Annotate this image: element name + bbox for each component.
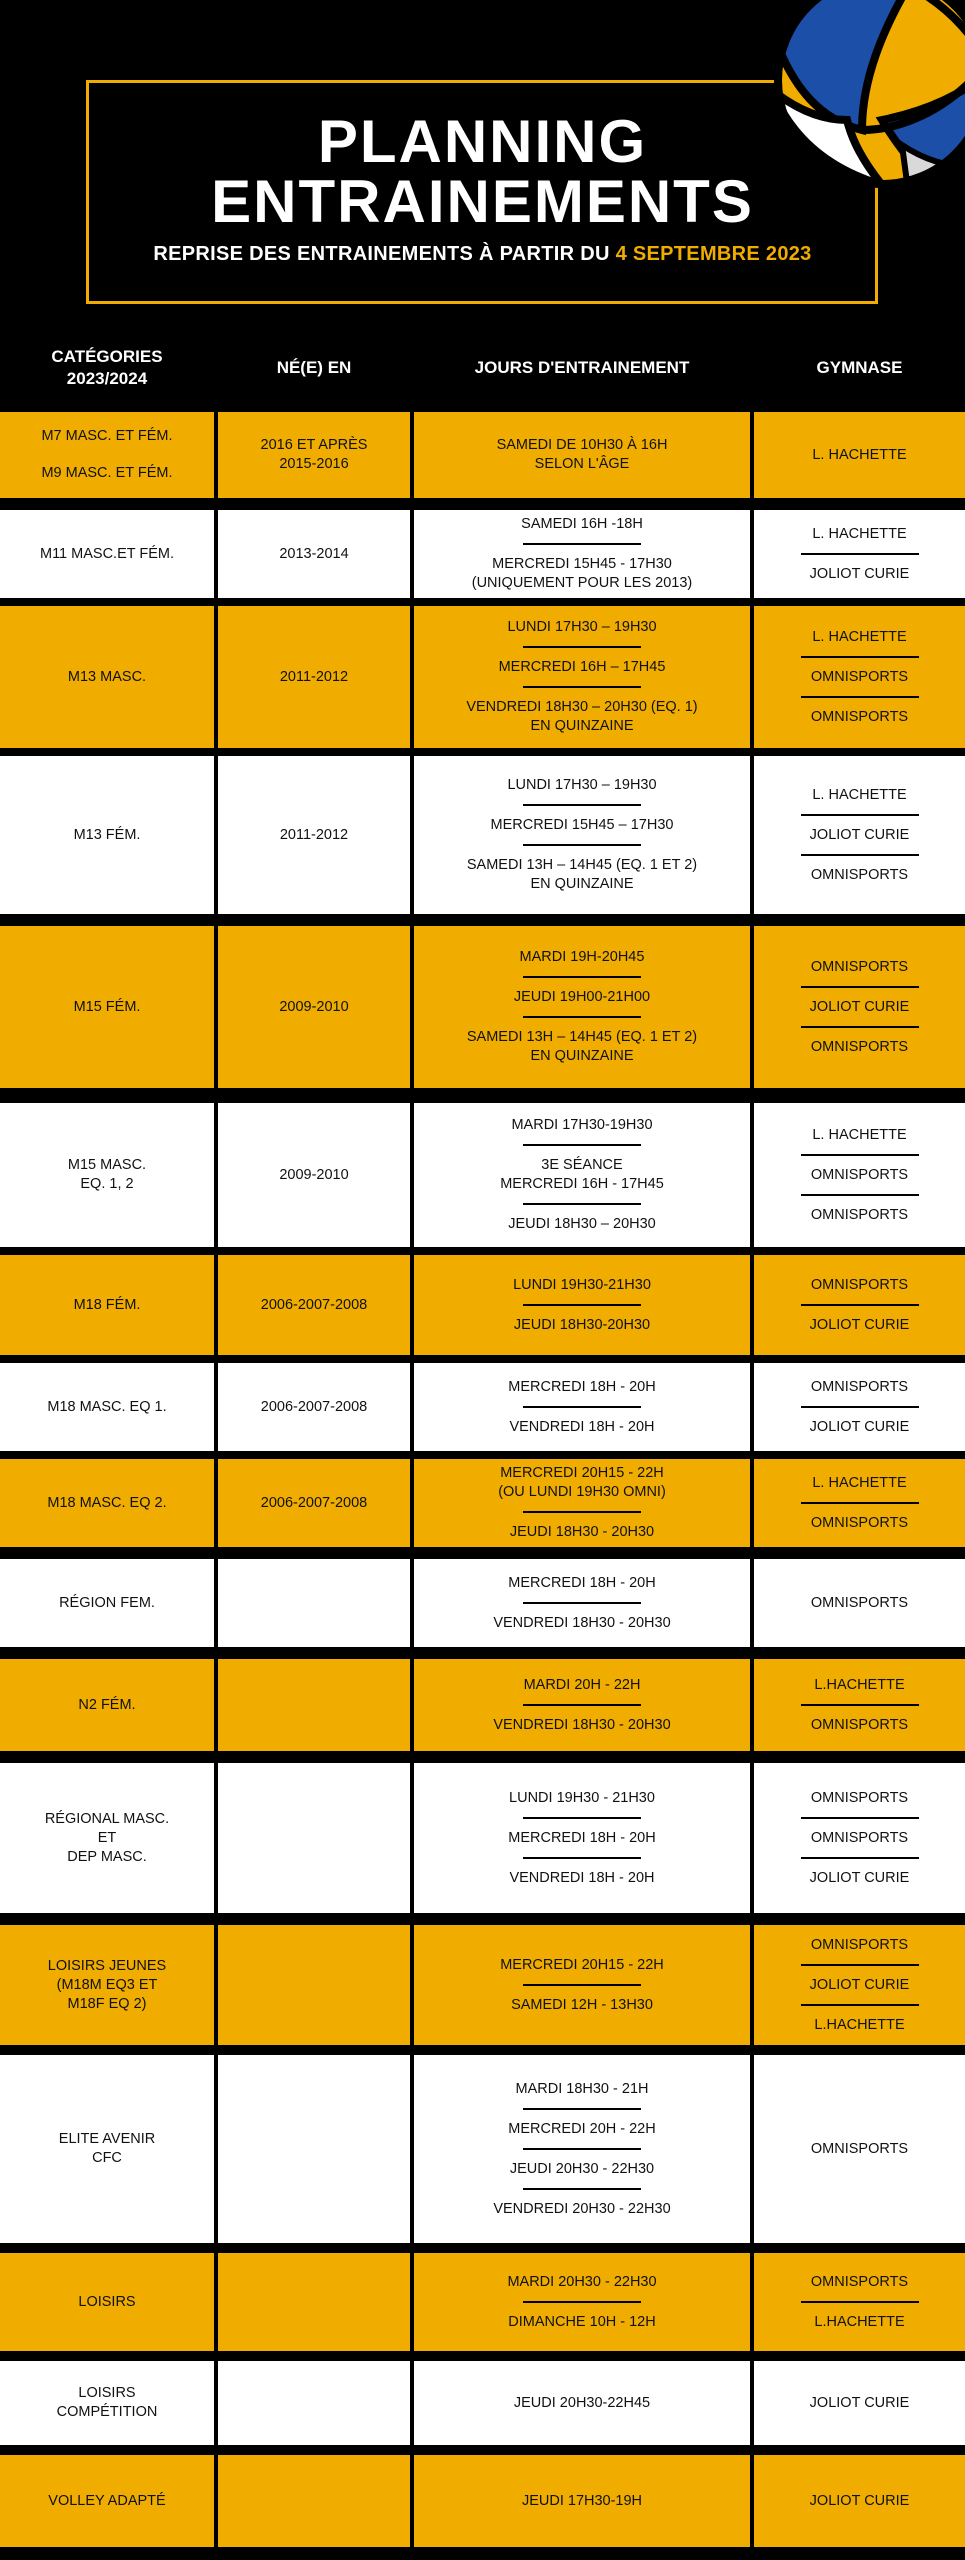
gym-text: JOLIOT CURIE — [809, 2394, 910, 2411]
gym-text: OMNISPORTS — [810, 1936, 909, 1953]
training-days-cell — [414, 606, 750, 748]
training-days-cell — [414, 1659, 750, 1751]
training-slot-text: LUNDI 17H30 – 19H30 — [507, 619, 657, 635]
gym-text: JOLIOT CURIE — [809, 1418, 910, 1435]
training-slot-text: MERCREDI 20H - 22H — [508, 2120, 656, 2137]
training-slot-text: (UNIQUEMENT POUR LES 2013) — [471, 575, 693, 591]
category-text: RÉGIONAL MASC. — [44, 1810, 170, 1827]
table-row — [0, 1459, 965, 1547]
training-slot-text: LUNDI 17H30 – 19H30 — [507, 777, 657, 793]
birth-year-cell — [218, 412, 410, 498]
table-row — [0, 1659, 965, 1751]
separator-line — [523, 646, 641, 648]
training-slot-text: MERCREDI 20H15 - 22H — [500, 1465, 664, 1481]
birth-year-cell — [218, 756, 410, 914]
training-slot-text: MERCREDI 16H - 17H45 — [500, 1176, 664, 1192]
training-days-cell — [414, 2253, 750, 2351]
separator-line — [523, 1511, 641, 1513]
training-slot-text: MERCREDI 16H – 17H45 — [498, 659, 666, 675]
training-days-cell — [414, 2361, 750, 2445]
separator-line — [801, 1857, 919, 1859]
birth-year-cell — [218, 1659, 410, 1751]
training-slot-text: SAMEDI 13H – 14H45 (EQ. 1 ET 2) — [466, 857, 698, 873]
volleyball-icon — [752, 0, 965, 220]
training-days-cell — [414, 2055, 750, 2243]
birth-year-cell — [218, 1363, 410, 1451]
birth-year-text: 2015-2016 — [279, 456, 349, 472]
separator-line — [801, 1194, 919, 1196]
birth-year-cell — [218, 2055, 410, 2243]
category-text: M13 FÉM. — [73, 826, 141, 843]
gym-text: OMNISPORTS — [810, 1716, 909, 1733]
gym-text: OMNISPORTS — [810, 2140, 909, 2157]
category-text: ELITE AVENIR — [58, 2131, 156, 2147]
separator-line — [523, 1016, 641, 1018]
training-slot-text: (OU LUNDI 19H30 OMNI) — [498, 1484, 666, 1500]
birth-year-cell — [218, 606, 410, 748]
category-cell — [0, 1255, 214, 1355]
training-slot-text: JEUDI 18H30 – 20H30 — [508, 1216, 656, 1232]
column-header-days — [414, 325, 750, 410]
training-slot-text: MARDI 18H30 - 21H — [515, 2080, 649, 2097]
training-days-cell — [414, 926, 750, 1088]
training-slot-text: DIMANCHE 10H - 12H — [508, 2313, 656, 2330]
training-slot-text: SAMEDI 16H -18H — [521, 516, 643, 532]
birth-year-text: 2006-2007-2008 — [260, 1494, 368, 1511]
gym-cell — [754, 1925, 965, 2045]
gym-cell — [754, 1763, 965, 1913]
gym-text: OMNISPORTS — [810, 1276, 909, 1293]
gym-cell — [754, 1363, 965, 1451]
category-text: CFC — [92, 2150, 122, 2166]
gym-cell — [754, 510, 965, 598]
gym-cell — [754, 412, 965, 498]
separator-line — [801, 553, 919, 555]
birth-year-cell — [218, 2253, 410, 2351]
training-days-cell — [414, 1559, 750, 1647]
table-row — [0, 1103, 965, 1247]
gym-cell — [754, 1559, 965, 1647]
gym-text: OMNISPORTS — [810, 1166, 909, 1183]
table-row — [0, 756, 965, 914]
category-cell — [0, 1103, 214, 1247]
category-cell — [0, 2253, 214, 2351]
table-row — [0, 1559, 965, 1647]
separator-line — [523, 543, 641, 545]
category-text: LOISIRS — [78, 2385, 136, 2401]
training-days-cell — [414, 1763, 750, 1913]
category-cell — [0, 1659, 214, 1751]
gym-text: OMNISPORTS — [810, 708, 909, 725]
birth-year-cell — [218, 1459, 410, 1547]
category-text: M13 MASC. — [67, 668, 147, 685]
gym-text: L.HACHETTE — [814, 2016, 905, 2033]
gym-text: OMNISPORTS — [810, 1829, 909, 1846]
gym-cell — [754, 2055, 965, 2243]
training-days-cell — [414, 510, 750, 598]
gym-text: OMNISPORTS — [810, 1594, 909, 1611]
birth-year-text: 2011-2012 — [279, 668, 349, 685]
column-header-born-label: NÉ(E) EN — [276, 357, 352, 377]
category-cell — [0, 926, 214, 1088]
category-text: M18 MASC. EQ 2. — [47, 1494, 167, 1511]
training-slot-text: VENDREDI 18H30 - 20H30 — [493, 1716, 671, 1733]
training-slot-text: EN QUINZAINE — [530, 876, 634, 892]
gym-text: JOLIOT CURIE — [809, 1976, 910, 1993]
birth-year-text: 2011-2012 — [279, 826, 349, 843]
training-slot-text: MARDI 17H30-19H30 — [511, 1117, 653, 1133]
separator-line — [523, 1602, 641, 1604]
separator-line — [523, 2148, 641, 2150]
category-text: M7 MASC. ET FÉM. — [41, 428, 173, 444]
category-text: VOLLEY ADAPTÉ — [48, 2492, 166, 2509]
table-row — [0, 1363, 965, 1451]
birth-year-cell — [218, 2455, 410, 2547]
gym-text: OMNISPORTS — [810, 1789, 909, 1806]
gym-text: JOLIOT CURIE — [809, 2492, 910, 2509]
gym-text: L.HACHETTE — [814, 2313, 905, 2330]
training-slot-text: MARDI 19H-20H45 — [519, 949, 645, 965]
gym-text: OMNISPORTS — [810, 1378, 909, 1395]
table-row — [0, 2253, 965, 2351]
gym-cell — [754, 2361, 965, 2445]
category-text: M11 MASC.ET FÉM. — [39, 545, 174, 562]
separator-line — [523, 1817, 641, 1819]
training-slot-text: SAMEDI DE 10H30 À 16H — [496, 437, 668, 453]
training-days-cell — [414, 1459, 750, 1547]
gym-text: L. HACHETTE — [812, 1126, 907, 1143]
table-row — [0, 2361, 965, 2445]
gym-text: OMNISPORTS — [810, 2273, 909, 2290]
subtitle-text: REPRISE DES ENTRAINEMENTS À PARTIR DU — [153, 243, 610, 265]
birth-year-cell — [218, 1559, 410, 1647]
gym-text: L. HACHETTE — [812, 628, 907, 645]
subtitle-date: 4 SEPTEMBRE 2023 — [615, 243, 812, 265]
title-line-2: ENTRAINEMENTS — [211, 168, 754, 235]
birth-year-cell — [218, 926, 410, 1088]
gym-text: JOLIOT CURIE — [809, 1869, 910, 1886]
training-slot-text: VENDREDI 18H - 20H — [509, 1418, 655, 1435]
training-slot-text: SAMEDI 12H - 13H30 — [511, 1996, 653, 2013]
table-row — [0, 606, 965, 748]
table-row — [0, 412, 965, 498]
category-text: M18F EQ 2) — [67, 1995, 147, 2012]
separator-line — [801, 1817, 919, 1819]
category-text: M18 FÉM. — [73, 1296, 141, 1313]
table-row — [0, 2455, 965, 2547]
category-cell — [0, 2361, 214, 2445]
gym-cell — [754, 2253, 965, 2351]
title-line-1: PLANNING — [317, 108, 648, 175]
header — [0, 0, 965, 325]
training-days-cell — [414, 1255, 750, 1355]
gym-text: JOLIOT CURIE — [809, 998, 910, 1015]
training-slot-text: EN QUINZAINE — [530, 1048, 634, 1064]
training-days-cell — [414, 756, 750, 914]
gym-cell — [754, 2455, 965, 2547]
training-slot-text: 3E SÉANCE — [541, 1157, 623, 1173]
category-cell — [0, 1925, 214, 2045]
separator-line — [801, 1026, 919, 1028]
separator-line — [523, 1984, 641, 1986]
training-slot-text: LUNDI 19H30 - 21H30 — [509, 1789, 655, 1806]
gym-text: OMNISPORTS — [810, 1038, 909, 1055]
training-slot-text: JEUDI 19H00-21H00 — [513, 989, 651, 1005]
gym-text: JOLIOT CURIE — [809, 565, 910, 582]
category-cell — [0, 1559, 214, 1647]
separator-line — [523, 2108, 641, 2110]
category-text: DEP MASC. — [67, 1848, 147, 1865]
separator-line — [801, 1406, 919, 1408]
gym-text: OMNISPORTS — [810, 958, 909, 975]
training-days-cell — [414, 1103, 750, 1247]
birth-year-text: 2016 ET APRÈS — [260, 437, 368, 453]
training-slot-text: VENDREDI 18H30 – 20H30 (EQ. 1) — [466, 699, 698, 715]
table-row — [0, 1763, 965, 1913]
gym-text: L. HACHETTE — [812, 446, 907, 463]
separator-line — [523, 804, 641, 806]
separator-line — [801, 1154, 919, 1156]
gym-cell — [754, 1459, 965, 1547]
birth-year-cell — [218, 1255, 410, 1355]
separator-line — [523, 1857, 641, 1859]
category-text: LOISIRS JEUNES — [47, 1957, 167, 1974]
category-text: COMPÉTITION — [56, 2404, 158, 2420]
category-cell — [0, 412, 214, 498]
gym-text: JOLIOT CURIE — [809, 1316, 910, 1333]
separator-line — [801, 814, 919, 816]
table-row — [0, 1925, 965, 2045]
training-slot-text: MERCREDI 15H45 - 17H30 — [492, 556, 672, 572]
separator-line — [801, 854, 919, 856]
training-days-cell — [414, 2455, 750, 2547]
gym-cell — [754, 1103, 965, 1247]
separator-line — [801, 1964, 919, 1966]
category-text: (M18M EQ3 ET — [56, 1976, 158, 1993]
training-slot-text: VENDREDI 18H - 20H — [509, 1869, 655, 1886]
separator-line — [801, 656, 919, 658]
category-cell — [0, 2455, 214, 2547]
column-header-days-label: JOURS D'ENTRAINEMENT — [474, 357, 690, 377]
category-cell — [0, 1363, 214, 1451]
category-text: M15 FÉM. — [73, 998, 141, 1015]
training-slot-text: JEUDI 18H30-20H30 — [513, 1316, 651, 1333]
training-slot-text: VENDREDI 20H30 - 22H30 — [493, 2200, 671, 2217]
table-row — [0, 510, 965, 598]
category-cell — [0, 756, 214, 914]
separator-line — [801, 2301, 919, 2303]
birth-year-text: 2009-2010 — [279, 998, 349, 1015]
column-header-categories — [0, 325, 214, 410]
category-text: M18 MASC. EQ 1. — [47, 1398, 167, 1415]
subtitle — [0, 243, 965, 266]
birth-year-cell — [218, 2361, 410, 2445]
gym-text: L. HACHETTE — [812, 525, 907, 542]
separator-line — [523, 976, 641, 978]
birth-year-cell — [218, 510, 410, 598]
gym-text: OMNISPORTS — [810, 1514, 909, 1531]
gym-text: OMNISPORTS — [810, 1206, 909, 1223]
training-slot-text: LUNDI 19H30-21H30 — [513, 1276, 651, 1293]
category-cell — [0, 1459, 214, 1547]
training-slot-text: EN QUINZAINE — [530, 718, 634, 734]
column-header-born — [218, 325, 410, 410]
gym-text: L. HACHETTE — [812, 1474, 907, 1491]
column-header-categories-label: CATÉGORIES 2023/2024 — [51, 346, 163, 388]
training-days-cell — [414, 1925, 750, 2045]
separator-line — [523, 686, 641, 688]
training-slot-text: MERCREDI 18H - 20H — [508, 1378, 656, 1395]
training-slot-text: MARDI 20H30 - 22H30 — [507, 2273, 657, 2290]
training-slot-text: JEUDI 20H30-22H45 — [513, 2394, 651, 2411]
separator-line — [523, 1304, 641, 1306]
column-header-gym-label: GYMNASE — [816, 357, 903, 377]
category-text: LOISIRS — [78, 2293, 136, 2310]
separator-line — [801, 1502, 919, 1504]
birth-year-text: 2013-2014 — [279, 545, 349, 562]
separator-line — [801, 2004, 919, 2006]
birth-year-cell — [218, 1763, 410, 1913]
category-cell — [0, 510, 214, 598]
gym-text: L.HACHETTE — [814, 1676, 905, 1693]
category-cell — [0, 606, 214, 748]
birth-year-text: 2006-2007-2008 — [260, 1398, 368, 1415]
separator-line — [523, 2301, 641, 2303]
gym-text: OMNISPORTS — [810, 866, 909, 883]
gym-text: L. HACHETTE — [812, 786, 907, 803]
category-text: M9 MASC. ET FÉM. — [41, 465, 173, 481]
column-header-gym — [754, 325, 965, 410]
birth-year-cell — [218, 1925, 410, 2045]
training-slot-text: VENDREDI 18H30 - 20H30 — [493, 1614, 671, 1631]
gym-cell — [754, 926, 965, 1088]
table-row — [0, 926, 965, 1088]
separator-line — [801, 1704, 919, 1706]
category-text: EQ. 1, 2 — [80, 1176, 134, 1192]
category-cell — [0, 1763, 214, 1913]
training-slot-text: JEUDI 17H30-19H — [521, 2492, 643, 2509]
training-slot-text: JEUDI 20H30 - 22H30 — [509, 2160, 655, 2177]
gym-cell — [754, 1255, 965, 1355]
gym-cell — [754, 606, 965, 748]
category-text: RÉGION FEM. — [59, 1594, 155, 1611]
training-slot-text: SAMEDI 13H – 14H45 (EQ. 1 ET 2) — [466, 1029, 698, 1045]
separator-line — [801, 1304, 919, 1306]
separator-line — [523, 1704, 641, 1706]
separator-line — [801, 986, 919, 988]
gym-cell — [754, 1659, 965, 1751]
table-row — [0, 1255, 965, 1355]
separator-line — [523, 2188, 641, 2190]
separator-line — [523, 1406, 641, 1408]
birth-year-text: 2009-2010 — [279, 1166, 349, 1183]
training-days-cell — [414, 412, 750, 498]
category-cell — [0, 2055, 214, 2243]
separator-line — [801, 696, 919, 698]
training-slot-text: SELON L'ÂGE — [534, 456, 630, 472]
training-slot-text: JEUDI 18H30 - 20H30 — [509, 1524, 655, 1540]
table-row — [0, 2055, 965, 2243]
separator-line — [523, 1203, 641, 1205]
gym-cell — [754, 756, 965, 914]
training-slot-text: MARDI 20H - 22H — [523, 1676, 641, 1693]
training-slot-text: MERCREDI 20H15 - 22H — [500, 1956, 664, 1973]
training-slot-text: MERCREDI 18H - 20H — [508, 1574, 656, 1591]
birth-year-text: 2006-2007-2008 — [260, 1296, 368, 1313]
birth-year-cell — [218, 1103, 410, 1247]
gym-text: OMNISPORTS — [810, 668, 909, 685]
separator-line — [523, 1144, 641, 1146]
category-text: N2 FÉM. — [78, 1696, 136, 1713]
separator-line — [523, 844, 641, 846]
training-slot-text: MERCREDI 18H - 20H — [508, 1829, 656, 1846]
category-text: M15 MASC. — [67, 1157, 147, 1173]
training-days-cell — [414, 1363, 750, 1451]
training-slot-text: MERCREDI 15H45 – 17H30 — [490, 817, 674, 833]
category-text: ET — [97, 1829, 117, 1846]
gym-text: JOLIOT CURIE — [809, 826, 910, 843]
